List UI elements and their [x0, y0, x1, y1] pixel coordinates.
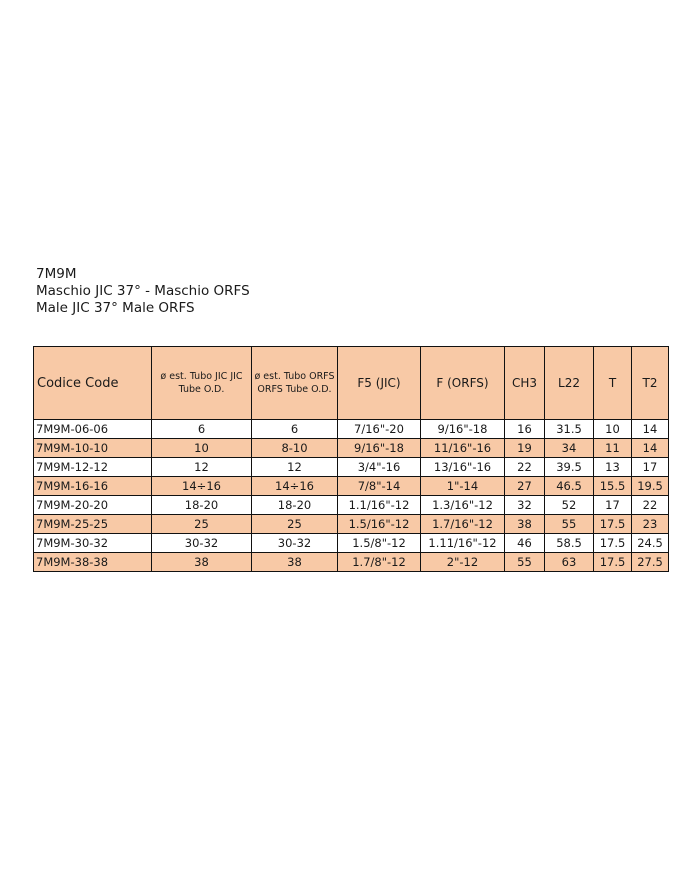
- header-t: T: [594, 347, 632, 420]
- cell-l22: 39.5: [545, 458, 594, 477]
- cell-l22: 46.5: [545, 477, 594, 496]
- cell-jic-tube-od: 12: [152, 458, 252, 477]
- header-row: [34, 347, 669, 420]
- table-row: [34, 477, 669, 496]
- cell-jic-tube-od: 38: [152, 553, 252, 572]
- cell-t: 17: [594, 496, 632, 515]
- cell-orfs-tube-od: 18-20: [252, 496, 338, 515]
- table-row: [34, 496, 669, 515]
- cell-ch3: 19: [505, 439, 545, 458]
- cell-f5-jic: 1.7/8"-12: [338, 553, 421, 572]
- cell-f-orfs: 1"-14: [421, 477, 505, 496]
- header-code: Codice Code: [34, 347, 152, 420]
- cell-t: 10: [594, 420, 632, 439]
- cell-t2: 17: [632, 458, 669, 477]
- cell-t: 17.5: [594, 534, 632, 553]
- cell-t: 11: [594, 439, 632, 458]
- cell-orfs-tube-od: 14÷16: [252, 477, 338, 496]
- cell-code: 7M9M-06-06: [34, 420, 152, 439]
- cell-ch3: 32: [505, 496, 545, 515]
- cell-f5-jic: 1.1/16"-12: [338, 496, 421, 515]
- cell-f-orfs: 1.11/16"-12: [421, 534, 505, 553]
- cell-f-orfs: 2"-12: [421, 553, 505, 572]
- cell-t: 13: [594, 458, 632, 477]
- cell-ch3: 27: [505, 477, 545, 496]
- cell-code: 7M9M-38-38: [34, 553, 152, 572]
- cell-ch3: 46: [505, 534, 545, 553]
- header-f-orfs: F (ORFS): [421, 347, 505, 420]
- spec-table: [33, 346, 669, 572]
- cell-l22: 55: [545, 515, 594, 534]
- cell-t2: 24.5: [632, 534, 669, 553]
- cell-l22: 34: [545, 439, 594, 458]
- cell-jic-tube-od: 14÷16: [152, 477, 252, 496]
- cell-orfs-tube-od: 12: [252, 458, 338, 477]
- table-row: [34, 553, 669, 572]
- header-t2: T2: [632, 347, 669, 420]
- cell-orfs-tube-od: 25: [252, 515, 338, 534]
- cell-t2: 19.5: [632, 477, 669, 496]
- cell-f5-jic: 1.5/8"-12: [338, 534, 421, 553]
- cell-t: 15.5: [594, 477, 632, 496]
- cell-f-orfs: 11/16"-16: [421, 439, 505, 458]
- table-row: [34, 420, 669, 439]
- cell-jic-tube-od: 25: [152, 515, 252, 534]
- cell-l22: 52: [545, 496, 594, 515]
- cell-orfs-tube-od: 6: [252, 420, 338, 439]
- cell-t2: 27.5: [632, 553, 669, 572]
- table-row: [34, 439, 669, 458]
- header-f5-jic: F5 (JIC): [338, 347, 421, 420]
- cell-orfs-tube-od: 30-32: [252, 534, 338, 553]
- cell-jic-tube-od: 30-32: [152, 534, 252, 553]
- header-l22: L22: [545, 347, 594, 420]
- cell-f5-jic: 7/16"-20: [338, 420, 421, 439]
- cell-jic-tube-od: 18-20: [152, 496, 252, 515]
- cell-t2: 23: [632, 515, 669, 534]
- product-code: 7M9M: [36, 266, 77, 282]
- cell-jic-tube-od: 10: [152, 439, 252, 458]
- cell-t2: 14: [632, 439, 669, 458]
- cell-f5-jic: 9/16"-18: [338, 439, 421, 458]
- header-jic-tube-od: ø est. Tubo JIC JIC Tube O.D.: [152, 347, 252, 420]
- cell-l22: 58.5: [545, 534, 594, 553]
- cell-jic-tube-od: 6: [152, 420, 252, 439]
- title-block: [36, 266, 250, 317]
- table-row: [34, 458, 669, 477]
- cell-t2: 14: [632, 420, 669, 439]
- cell-f5-jic: 1.5/16"-12: [338, 515, 421, 534]
- cell-l22: 63: [545, 553, 594, 572]
- cell-t: 17.5: [594, 553, 632, 572]
- cell-orfs-tube-od: 8-10: [252, 439, 338, 458]
- cell-t2: 22: [632, 496, 669, 515]
- cell-ch3: 55: [505, 553, 545, 572]
- cell-l22: 31.5: [545, 420, 594, 439]
- cell-f-orfs: 13/16"-16: [421, 458, 505, 477]
- cell-orfs-tube-od: 38: [252, 553, 338, 572]
- table-row: [34, 534, 669, 553]
- cell-ch3: 22: [505, 458, 545, 477]
- cell-f-orfs: 9/16"-18: [421, 420, 505, 439]
- cell-ch3: 16: [505, 420, 545, 439]
- cell-ch3: 38: [505, 515, 545, 534]
- cell-code: 7M9M-12-12: [34, 458, 152, 477]
- table-row: [34, 515, 669, 534]
- cell-code: 7M9M-16-16: [34, 477, 152, 496]
- header-ch3: CH3: [505, 347, 545, 420]
- cell-code: 7M9M-20-20: [34, 496, 152, 515]
- cell-f-orfs: 1.3/16"-12: [421, 496, 505, 515]
- cell-code: 7M9M-30-32: [34, 534, 152, 553]
- cell-f5-jic: 7/8"-14: [338, 477, 421, 496]
- product-name-en: Male JIC 37° Male ORFS: [36, 300, 195, 316]
- product-name-it: Maschio JIC 37° - Maschio ORFS: [36, 283, 250, 299]
- cell-f-orfs: 1.7/16"-12: [421, 515, 505, 534]
- cell-f5-jic: 3/4"-16: [338, 458, 421, 477]
- cell-code: 7M9M-10-10: [34, 439, 152, 458]
- cell-t: 17.5: [594, 515, 632, 534]
- header-orfs-tube-od: ø est. Tubo ORFS ORFS Tube O.D.: [252, 347, 338, 420]
- cell-code: 7M9M-25-25: [34, 515, 152, 534]
